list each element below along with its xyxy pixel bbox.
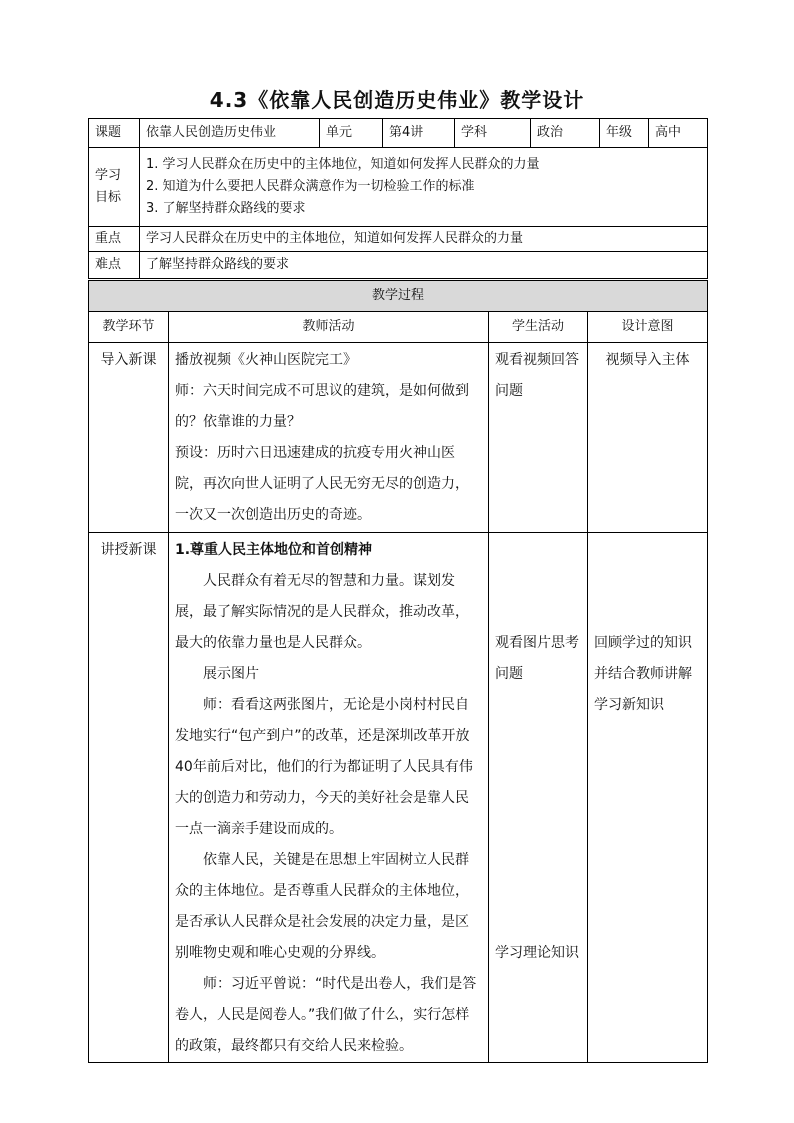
unit-value: 第4讲 bbox=[383, 119, 455, 148]
new-paragraph: 依靠人民，关键是在思想上牢固树立人民群众的主体地位。是否尊重人民群众的主体地位，是否承认人民群众是社会发展的决定力量，是区别唯物史观和唯心史观的分界线。 bbox=[175, 852, 469, 961]
info-row bbox=[89, 119, 708, 148]
process-table bbox=[88, 280, 708, 1063]
intro-teacher-line: 师：六天时间完成不可思议的建筑，是如何做到的？依靠谁的力量？ bbox=[175, 383, 469, 430]
goal-item: 2. 知道为什么要把人民群众满意作为一切检验工作的标准 bbox=[146, 179, 475, 194]
grade-value: 高中 bbox=[649, 119, 708, 148]
goal-item: 3. 了解坚持群众路线的要求 bbox=[146, 201, 306, 216]
process-header-row bbox=[89, 312, 708, 343]
goals-row bbox=[89, 148, 708, 227]
new-paragraph: 师：习近平曾说：“时代是出卷人，我们是答卷人，人民是阅卷人。”我们做了什么，实行怎样的政策，最终都只有交给人民来检验。 bbox=[175, 976, 477, 1054]
new-intent-text: 回顾学过的知识并结合教师讲解学习新知识 bbox=[594, 635, 692, 713]
key-row bbox=[89, 227, 708, 252]
new-paragraph: 师：看看这两张图片，无论是小岗村村民自发地实行“包产到户”的改革，还是深圳改革开放40年前后对比，他们的行为都证明了人民具有伟大的创造力和劳动力，今天的美好社会是靠人民一点一滴亲手建设而成的。 bbox=[175, 697, 473, 837]
new-student bbox=[489, 533, 588, 1063]
intro-teacher-line: 预设：历时六日迅速建成的抗疫专用火神山医院，再次向世人证明了人民无穷无尽的创造力，一次又一次创造出历史的奇迹。 bbox=[175, 445, 469, 523]
goal-item: 1. 学习人民群众在历史中的主体地位，知道如何发挥人民群众的力量 bbox=[146, 157, 540, 172]
key-label: 重点 bbox=[89, 227, 140, 252]
new-stage: 讲授新课 bbox=[89, 533, 169, 1063]
unit-label: 单元 bbox=[320, 119, 383, 148]
new-paragraph: 人民群众有着无尽的智慧和力量。谋划发展，最了解实际情况的是人民群众，推动改革，最大的依靠力量也是人民群众。 bbox=[175, 573, 469, 651]
new-heading: 1.尊重人民主体地位和首创精神 bbox=[175, 542, 373, 558]
goals-list bbox=[140, 148, 708, 227]
header-intent: 设计意图 bbox=[588, 312, 708, 343]
difficulty-row bbox=[89, 252, 708, 279]
intro-teacher bbox=[169, 343, 489, 533]
goals-label bbox=[89, 148, 140, 227]
intro-intent: 视频导入主体 bbox=[588, 343, 708, 533]
header-student: 学生活动 bbox=[489, 312, 588, 343]
intro-row bbox=[89, 343, 708, 533]
topic-label: 课题 bbox=[89, 119, 140, 148]
new-student-activity-1: 观看图片思考问题 bbox=[495, 635, 579, 682]
header-stage: 教学环节 bbox=[89, 312, 169, 343]
header-teacher: 教师活动 bbox=[169, 312, 489, 343]
process-band-row bbox=[89, 281, 708, 312]
new-student-activity-2: 学习理论知识 bbox=[495, 945, 579, 961]
goals-label-line2: 目标 bbox=[95, 190, 122, 205]
topic-value: 依靠人民创造历史伟业 bbox=[140, 119, 320, 148]
process-band: 教学过程 bbox=[89, 281, 708, 312]
difficulty-value: 了解坚持群众路线的要求 bbox=[140, 252, 708, 279]
subject-value: 政治 bbox=[531, 119, 600, 148]
document-title: 4.3《依靠人民创造历史伟业》教学设计 bbox=[209, 88, 585, 112]
new-paragraph: 展示图片 bbox=[203, 666, 259, 682]
intro-stage: 导入新课 bbox=[89, 343, 169, 533]
info-table bbox=[88, 118, 708, 279]
subject-label: 学科 bbox=[455, 119, 531, 148]
new-lesson-row bbox=[89, 533, 708, 1063]
goals-label-line1: 学习 bbox=[95, 168, 122, 183]
grade-label: 年级 bbox=[600, 119, 649, 148]
intro-teacher-line: 播放视频《火神山医院完工》 bbox=[175, 352, 357, 368]
intro-student: 观看视频回答问题 bbox=[489, 343, 588, 533]
difficulty-label: 难点 bbox=[89, 252, 140, 279]
key-value: 学习人民群众在历史中的主体地位，知道如何发挥人民群众的力量 bbox=[140, 227, 708, 252]
new-teacher bbox=[169, 533, 489, 1063]
new-intent bbox=[588, 533, 708, 1063]
